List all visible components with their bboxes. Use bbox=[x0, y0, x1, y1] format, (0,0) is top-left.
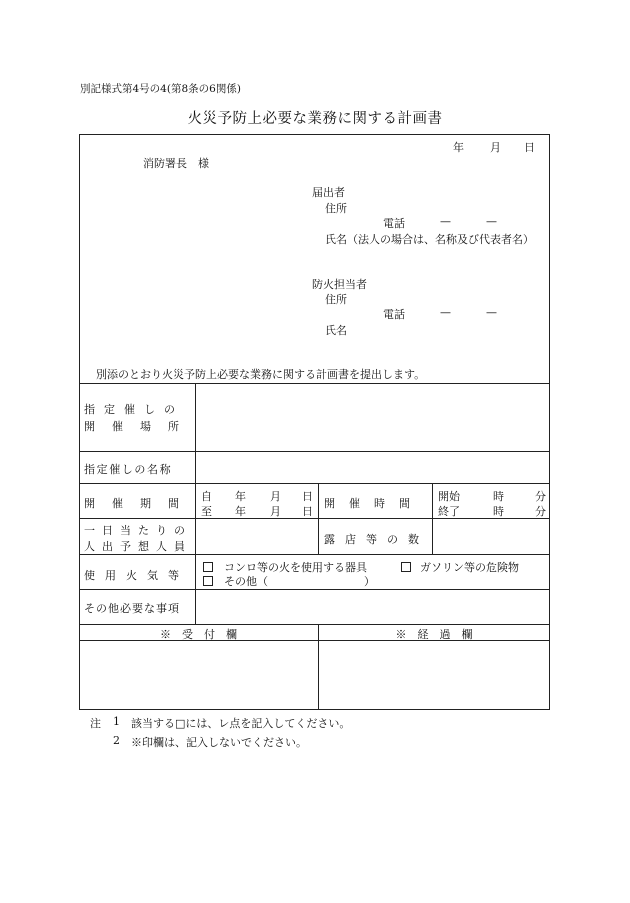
rule-mid-column bbox=[318, 483, 319, 554]
submitter-heading: 届出者 bbox=[312, 186, 345, 199]
submitter-address-label: 住所 bbox=[325, 202, 347, 215]
checkbox[interactable] bbox=[203, 562, 213, 572]
fire-option-stove-text: コンロ等の火を使用する器具 bbox=[224, 561, 367, 574]
phone-dash: — bbox=[440, 306, 451, 319]
venue-label-line1 bbox=[84, 401, 190, 417]
time-label: 開催時間 bbox=[324, 497, 424, 510]
submitter-name-label: 氏名（法人の場合は、名称及び代表者名） bbox=[325, 233, 534, 246]
fire-option-hazmat-text: ガソリン等の危険物 bbox=[420, 561, 519, 574]
period-to-year: 年 bbox=[235, 505, 246, 518]
phone-dash: — bbox=[486, 215, 497, 228]
time-end-minute: 分 bbox=[535, 505, 546, 518]
rule-other bbox=[79, 624, 550, 625]
addressee: 消防署長 様 bbox=[143, 157, 209, 170]
note2-number: 2 bbox=[113, 734, 120, 747]
date-day: 日 bbox=[524, 141, 535, 154]
progress-header: ※ 経 過 欄 bbox=[395, 628, 473, 641]
stalls-label: 露店等の数 bbox=[324, 533, 429, 546]
checkbox[interactable] bbox=[203, 576, 213, 586]
time-end-hour: 時 bbox=[493, 505, 504, 518]
fire-manager-name-label: 氏名 bbox=[325, 324, 347, 337]
note1-number: 1 bbox=[113, 715, 120, 728]
time-start-hour: 時 bbox=[493, 490, 504, 503]
period-label: 開催期間 bbox=[84, 497, 196, 510]
rule-period bbox=[79, 518, 550, 519]
rule-right-column bbox=[432, 483, 433, 554]
date-year: 年 bbox=[453, 141, 464, 154]
period-to: 至 bbox=[201, 505, 212, 518]
period-to-month: 月 bbox=[270, 505, 281, 518]
checkbox[interactable] bbox=[401, 562, 411, 572]
period-from-year: 年 bbox=[235, 490, 246, 503]
fire-option-other-close: ） bbox=[364, 575, 375, 588]
time-end-label: 終了 bbox=[438, 505, 460, 518]
venue-label-text: 指定催しの bbox=[84, 403, 184, 416]
period-to-day: 日 bbox=[302, 505, 313, 518]
submitter-phone-label: 電話 bbox=[383, 217, 405, 230]
attendance-label-line2: 人出予想人員 bbox=[84, 540, 192, 553]
period-from-day: 日 bbox=[302, 490, 313, 503]
note2-text: ※印欄は、記入しないでください。 bbox=[131, 736, 307, 749]
fire-use-label: 使用火気等 bbox=[84, 569, 189, 582]
period-from: 自 bbox=[201, 490, 212, 503]
note-mark: 注 bbox=[90, 717, 101, 730]
period-from-month: 月 bbox=[270, 490, 281, 503]
time-start-label: 開始 bbox=[438, 490, 460, 503]
phone-dash: — bbox=[440, 215, 451, 228]
fire-manager-heading: 防火担当者 bbox=[312, 278, 367, 291]
time-start-minute: 分 bbox=[535, 490, 546, 503]
fire-option-hazmat[interactable] bbox=[401, 559, 519, 575]
rule-top-section bbox=[79, 383, 550, 384]
venue-label-line2: 開催場所 bbox=[84, 420, 196, 433]
phone-dash: — bbox=[486, 306, 497, 319]
rule-venue bbox=[79, 451, 550, 452]
submission-statement: 別添のとおり火災予防上必要な業務に関する計画書を提出します。 bbox=[96, 368, 426, 381]
event-name-label: 指定催しの名称 bbox=[84, 463, 173, 476]
date-month: 月 bbox=[490, 141, 501, 154]
fire-option-other[interactable] bbox=[203, 573, 268, 589]
rule-attendance bbox=[79, 554, 550, 555]
fire-option-other-text: その他（ bbox=[224, 575, 268, 588]
rule-event-name bbox=[79, 483, 550, 484]
attendance-label-line1: 一日当たりの bbox=[84, 524, 192, 537]
fire-manager-phone-label: 電話 bbox=[383, 308, 405, 321]
note1-text: 該当する□には、レ点を記入してください。 bbox=[131, 717, 351, 730]
rule-fire bbox=[79, 589, 550, 590]
form-number: 別記様式第4号の4(第8条の6関係) bbox=[80, 83, 241, 95]
other-matters-label: その他必要な事項 bbox=[84, 602, 180, 615]
reception-header: ※ 受 付 欄 bbox=[160, 628, 237, 641]
document-title: 火災予防上必要な業務に関する計画書 bbox=[187, 111, 443, 127]
fire-manager-address-label: 住所 bbox=[325, 293, 347, 306]
